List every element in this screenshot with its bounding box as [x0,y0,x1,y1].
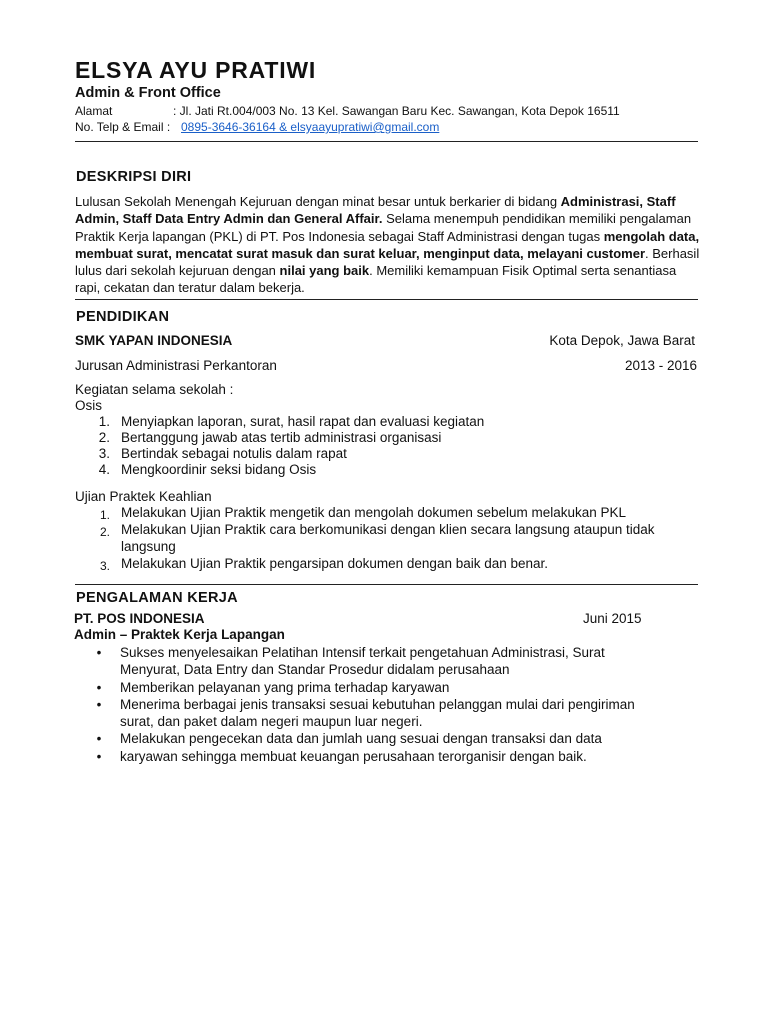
exam-title: Ujian Praktek Keahlian [75,489,212,504]
contact-link[interactable]: 0895-3646-36164 & elsyaayupratiwi@gmail.com [181,120,440,134]
education-divider [75,584,698,585]
osis-label: Osis [75,398,102,413]
school-name: SMK YAPAN INDONESIA [75,333,233,348]
list-item-continuation: Menyurat, Data Entry dan Standar Prosedur didalam perusahaan [120,662,510,677]
list-item: Melakukan pengecekan data dan jumlah uang sesuai dengan transaksi dan data [120,731,602,746]
list-item: Melakukan Ujian Praktik pengarsipan dokumen dengan baik dan benar. [121,556,549,571]
company-name: PT. POS INDONESIA [74,611,205,626]
list-item-number: 2. [99,525,110,539]
list-item-number: 1. [99,508,110,522]
activities-title: Kegiatan selama sekolah : [75,382,234,397]
list-item-number: 3. [98,446,110,461]
school-major: Jurusan Administrasi Perkantoran [75,358,277,373]
list-item: Mengkoordinir seksi bidang Osis [121,462,317,477]
bullet-icon: • [96,749,102,764]
about-paragraph: Lulusan Sekolah Menengah Kejuruan dengan minat besar untuk berkarier di bidang Administrasi, Staff Admin, Staff Data Entry Admin dan General Affair. Selama menempuh pendidikan memiliki pengalaman Praktik Kerja lapangan (PKL) di PT. Pos Indonesia sebagai Staff Administrasi dengan tugas mengolah data, membuat surat, mencatat surat masuk dan surat keluar, menginput data, melayani customer. Berhasil lulus dari sekolah kejuruan dengan nilai yang baik. Memiliki kemampuan Fisik Optimal serta senantiasa rapi, cekatan dan teratur dalam bekerja. [75,194,700,296]
list-item: Menerima berbagai jenis transaksi sesuai kebutuhan pelanggan mulai dari pengiriman [120,697,635,712]
school-years: 2013 - 2016 [624,358,697,373]
list-item: Sukses menyelesaikan Pelatihan Intensif terkait pengetahuan Administrasi, Surat [120,645,605,660]
bullet-icon: • [96,697,102,712]
list-item-number: 2. [98,430,110,445]
list-item: karyawan sehingga membuat keuangan perusahaan terorganisir dengan baik. [120,749,587,764]
address-label: Alamat [75,104,113,118]
candidate-name: ELSYA AYU PRATIWI [75,57,317,83]
list-item-continuation: surat, dan paket dalam negeri maupun luar negeri. [120,714,423,729]
about-section-title: DESKRIPSI DIRI [76,169,192,185]
list-item-number: 1. [98,414,110,429]
list-item-number: 3. [99,559,110,573]
list-item: Melakukan Ujian Praktik mengetik dan mengolah dokumen sebelum melakukan PKL [121,505,627,520]
list-item: Bertindak sebagai notulis dalam rapat [121,446,347,461]
list-item: Memberikan pelayanan yang prima terhadap karyawan [120,680,450,695]
header-divider [75,141,698,142]
education-section-title: PENDIDIKAN [76,309,170,325]
bullet-icon: • [96,731,102,746]
bullet-icon: • [96,680,102,695]
candidate-role: Admin & Front Office [75,85,221,101]
list-item-number: 4. [98,462,110,477]
address-value: : Jl. Jati Rt.004/003 No. 13 Kel. Sawangan Baru Kec. Sawangan, Kota Depok 16511 [173,104,620,118]
list-item: Menyiapkan laporan, surat, hasil rapat dan evaluasi kegiatan [121,414,485,429]
bullet-icon: • [96,645,102,660]
list-item: Bertanggung jawab atas tertib administrasi organisasi [121,430,442,445]
list-item-continuation: langsung [121,539,176,554]
experience-section-title: PENGALAMAN KERJA [76,590,238,606]
contact-label: No. Telp & Email : [75,120,171,134]
about-divider [75,299,698,300]
experience-position: Admin – Praktek Kerja Lapangan [74,627,285,642]
experience-date: Juni 2015 [583,611,642,626]
school-location: Kota Depok, Jawa Barat [549,333,695,348]
list-item: Melakukan Ujian Praktik cara berkomunikasi dengan klien secara langsung ataupun tidak [121,522,655,537]
